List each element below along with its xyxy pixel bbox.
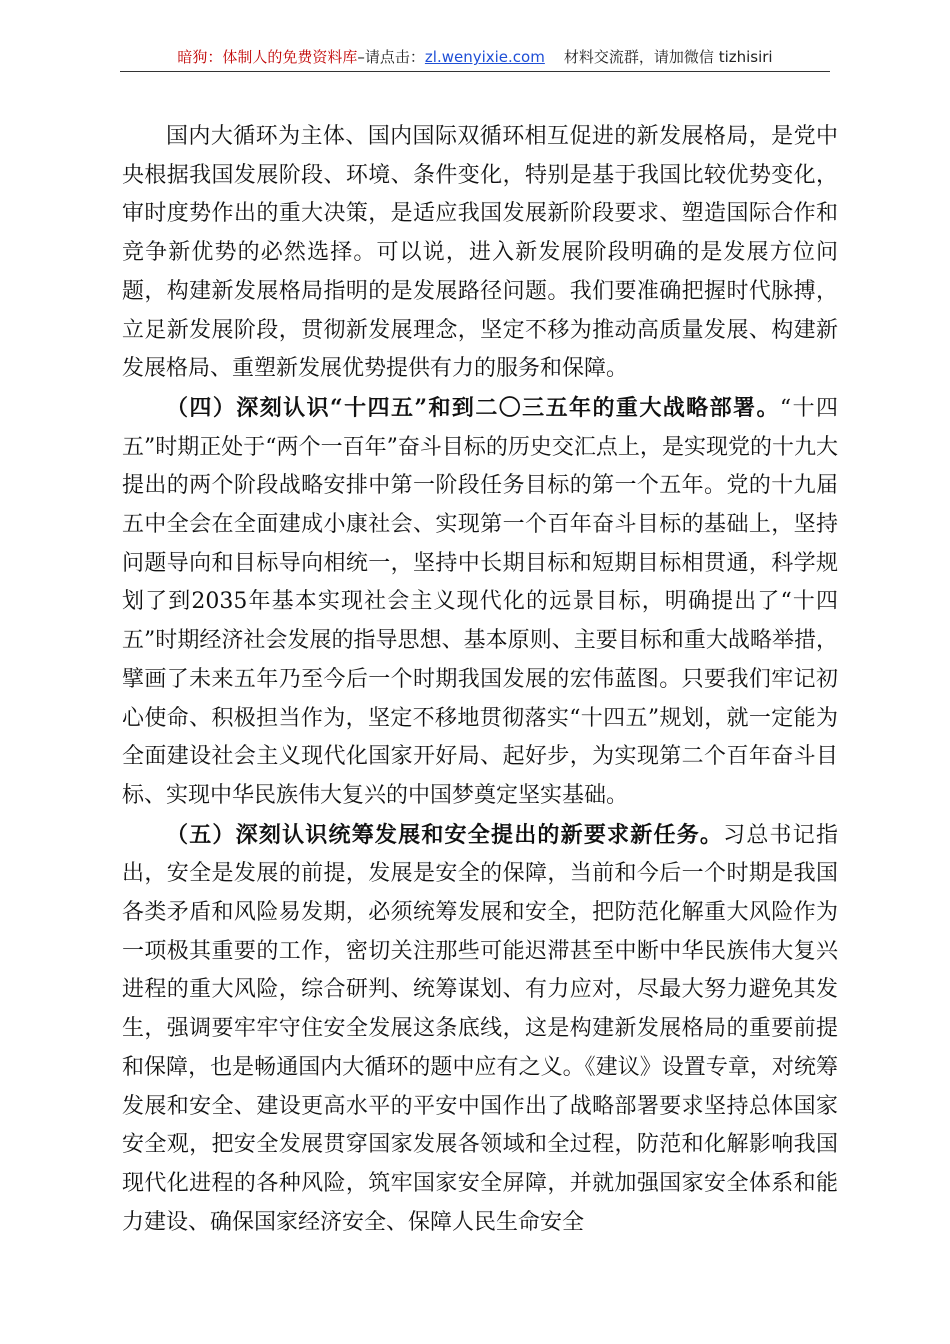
- document-body: [122, 118, 838, 1242]
- click-prompt: –请点击：: [357, 48, 425, 66]
- section-4-body: “十四五”时期正处于“两个一百年”奋斗目标的历史交汇点上，是实现党的十九大提出的两个阶段战略安排中第一阶段任务目标的第一个五年。党的十九届五中全会在全面建成小康社会、实现第一个百年奋斗目标的基础上，坚持问题导向和目标导向相统一，坚持中长期目标和短期目标相贯通，科学规划了到2035年基本实现社会主义现代化的远景目标，明确提出了“十四五”时期经济社会发展的指导思想、基本原则、主要目标和重大战略举措，擘画了未来五年乃至今后一个时期我国发展的宏伟蓝图。只要我们牢记初心使命、积极担当作为，坚定不移地贯彻落实“十四五”规划，就一定能为全面建设社会主义现代化国家开好局、起好步，为实现第二个百年奋斗目标、实现中华民族伟大复兴的中国梦奠定坚实基础。: [122, 395, 838, 808]
- paragraph-section-5: [122, 816, 838, 1243]
- section-5-heading: （五）深刻认识统筹发展和安全提出的新要求新任务。: [166, 821, 724, 848]
- paragraph-continued: 国内大循环为主体、国内国际双循环相互促进的新发展格局，是党中央根据我国发展阶段、环境、条件变化，特别是基于我国比较优势变化，审时度势作出的重大决策，是适应我国发展新阶段要求、塑造国际合作和竞争新优势的必然选择。可以说，进入新发展阶段明确的是发展方位问题，构建新发展格局指明的是发展路径问题。我们要准确把握时代脉搏，立足新发展阶段，贯彻新发展理念，坚定不移为推动高质量发展、构建新发展格局、重塑新发展优势提供有力的服务和保障。: [122, 124, 838, 382]
- header-divider: [120, 71, 830, 72]
- paragraph-section-4: [122, 389, 838, 816]
- page-header: [120, 44, 830, 70]
- section-4-heading: （四）深刻认识“十四五”和到二〇三五年的重大战略部署。: [166, 394, 780, 421]
- wechat-notice: 材料交流群，请加微信 tizhisiri: [563, 48, 773, 66]
- site-link[interactable]: zl.wenyixie.com: [424, 48, 545, 66]
- section-5-body: 习总书记指出，安全是发展的前提，发展是安全的保障，当前和今后一个时期是我国各类矛盾和风险易发期，必须统筹发展和安全，把防范化解重大风险作为一项极其重要的工作，密切关注那些可能迟滞甚至中断中华民族伟大复兴进程的重大风险，综合研判、统筹谋划、有力应对，尽最大努力避免其发生，强调要牢牢守住安全发展这条底线，这是构建新发展格局的重要前提和保障，也是畅通国内大循环的题中应有之义。《建议》设置专章，对统筹发展和安全、建设更高水平的平安中国作出了战略部署要求坚持总体国家安全观，把安全发展贯穿国家发展各领域和全过程，防范和化解影响我国现代化进程的各种风险，筑牢国家安全屏障，并就加强国家安全体系和能力建设、确保国家经济安全、保障人民生命安全: [122, 822, 838, 1235]
- site-name[interactable]: 暗狗：体制人的免费资料库: [177, 48, 358, 66]
